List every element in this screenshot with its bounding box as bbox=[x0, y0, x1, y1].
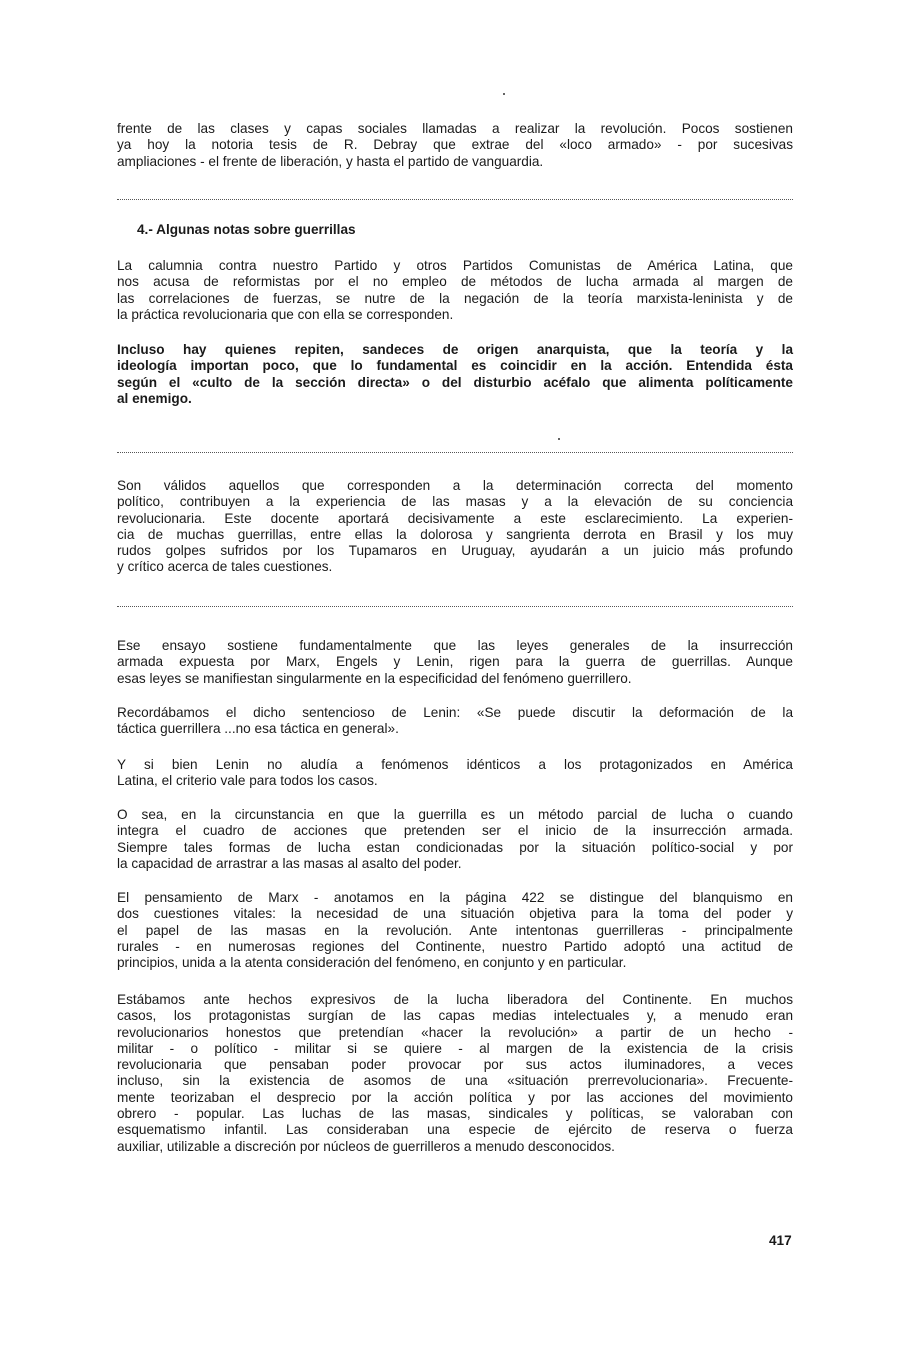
scan-speck bbox=[503, 93, 505, 95]
text-line: el papel de las masas en la revolución. Ante intentonas guerrilleras - principalmente bbox=[117, 922, 793, 938]
text-line: Recordábamos el dicho sentencioso de Lenin: «Se puede discutir la deformación de la bbox=[117, 705, 793, 720]
text-line: cia de muchas guerrillas, entre ellas la dolorosa y sangrienta derrota en Brasil y los muy bbox=[117, 526, 793, 542]
text-line: Estábamos ante hechos expresivos de la lucha liberadora del Continente. En muchos bbox=[117, 992, 793, 1007]
text-line: y crítico acerca de tales cuestiones. bbox=[117, 559, 333, 575]
text-line: ideología importan poco, que lo fundamental es coincidir en la acción. Entendida ésta bbox=[117, 358, 793, 374]
text-line: armada expuesta por Marx, Engels y Lenin, rigen para la guerra de guerrillas. Aunque bbox=[117, 654, 793, 670]
text-line: Son válidos aquellos que corresponden a la determinación correcta del momento bbox=[117, 478, 793, 493]
text-line: ya hoy la notoria tesis de R. Debray que extrae del «loco armado» - por sucesivas bbox=[117, 137, 793, 153]
paragraph-3 bbox=[117, 478, 793, 576]
text-line: revolucionaria. Este docente aportará decisivamente a este esclarecimiento. La experien- bbox=[117, 510, 793, 526]
text-line: nos acusa de reformistas por el no empleo de métodos de lucha armada al margen de bbox=[117, 274, 793, 290]
text-line: El pensamiento de Marx - anotamos en la página 422 se distingue del blanquismo en bbox=[117, 890, 793, 905]
text-line: rurales - en numerosas regiones del Continente, nuestro Partido adoptó una actitud de bbox=[117, 938, 793, 954]
paragraph-6 bbox=[117, 757, 793, 790]
text-line: La calumnia contra nuestro Partido y otros Partidos Comunistas de América Latina, que bbox=[117, 258, 793, 273]
paragraph-9 bbox=[117, 992, 793, 1155]
text-line: ampliaciones - el frente de liberación, y hasta el partido de vanguardia. bbox=[117, 153, 544, 169]
dotted-separator bbox=[117, 452, 793, 453]
page-number: 417 bbox=[769, 1233, 792, 1248]
paragraph-4 bbox=[117, 638, 793, 687]
paragraph-7 bbox=[117, 807, 793, 872]
text-line: Y si bien Lenin no aludía a fenómenos idénticos a los protagonizados en América bbox=[117, 757, 793, 772]
text-line: Incluso hay quienes repiten, sandeces de origen anarquista, que la teoría y la bbox=[117, 342, 793, 357]
text-line: Siempre tales formas de lucha estan condicionadas por la situación político-social y por bbox=[117, 839, 793, 855]
text-line: esquematismo infantil. Las consideraban una especie de ejército de reserva o fuerza bbox=[117, 1122, 793, 1138]
text-line: casos, los protagonistas surgían de las capas medias intelectuales y, a menudo eran bbox=[117, 1008, 793, 1024]
text-line: revolucionaria que pensaban poder provocar por sus actos iluminadores, a veces bbox=[117, 1057, 793, 1073]
paragraph-8 bbox=[117, 890, 793, 971]
paragraph-5 bbox=[117, 705, 793, 738]
scan-speck bbox=[558, 438, 560, 440]
text-line: rudos golpes sufridos por los Tupamaros en Uruguay, ayudarán a un juicio más profundo bbox=[117, 543, 793, 559]
text-line: esas leyes se manifiestan singularmente en la especificidad del fenómeno guerrillero. bbox=[117, 670, 632, 686]
paragraph-0 bbox=[117, 121, 793, 170]
dotted-separator bbox=[117, 199, 793, 200]
text-line: según el «culto de la sección directa» o del disturbio acéfalo que alimenta políticamente bbox=[117, 374, 793, 390]
text-line: principios, unida a la atenta consideración del fenómeno, en conjunto y en particular. bbox=[117, 955, 627, 971]
text-line: revolucionarios honestos que pretendían «hacer la revolución» a partir de un hecho - bbox=[117, 1024, 793, 1040]
text-line: militar - o político - militar si se quiere - al margen de la existencia de la crisis bbox=[117, 1040, 793, 1056]
text-line: O sea, en la circunstancia en que la guerrilla es un método parcial de lucha o cuando bbox=[117, 807, 793, 822]
dotted-separator bbox=[117, 606, 793, 607]
text-line: Ese ensayo sostiene fundamentalmente que las leyes generales de la insurrección bbox=[117, 638, 793, 653]
text-line: dos cuestiones vitales: la necesidad de una situación objetiva para la toma del poder y bbox=[117, 906, 793, 922]
text-line: al enemigo. bbox=[117, 390, 192, 406]
text-line: frente de las clases y capas sociales llamadas a realizar la revolución. Pocos sostienen bbox=[117, 121, 793, 136]
text-line: obrero - popular. Las luchas de las masas, sindicales y políticas, se valoraban con bbox=[117, 1106, 793, 1122]
text-line: auxiliar, utilizable a discreción por núcleos de guerrilleros a menudo desconocidos. bbox=[117, 1138, 615, 1154]
text-line: incluso, sin la existencia de asomos de una «situación prerrevolucionaria». Frecuente- bbox=[117, 1073, 793, 1089]
text-line: político, contribuyen a la experiencia de las masas y a la elevación de su conciencia bbox=[117, 494, 793, 510]
section-heading: 4.- Algunas notas sobre guerrillas bbox=[137, 222, 356, 237]
text-line: Latina, el criterio vale para todos los casos. bbox=[117, 773, 378, 789]
text-line: la capacidad de arrastrar a las masas al asalto del poder. bbox=[117, 855, 462, 871]
paragraph-2 bbox=[117, 342, 793, 407]
text-line: mente teorizaban el desprecio por la acción política y por las acciones del movimiento bbox=[117, 1089, 793, 1105]
text-line: la práctica revolucionaria que con ella se corresponden. bbox=[117, 306, 454, 322]
text-line: las correlaciones de fuerzas, se nutre de la negación de la teoría marxista-leninista y de bbox=[117, 290, 793, 306]
paragraph-1 bbox=[117, 258, 793, 323]
text-line: táctica guerrillera ...no esa táctica en general». bbox=[117, 721, 399, 737]
text-line: integra el cuadro de acciones que pretenden ser el inicio de la insurrección armada. bbox=[117, 823, 793, 839]
